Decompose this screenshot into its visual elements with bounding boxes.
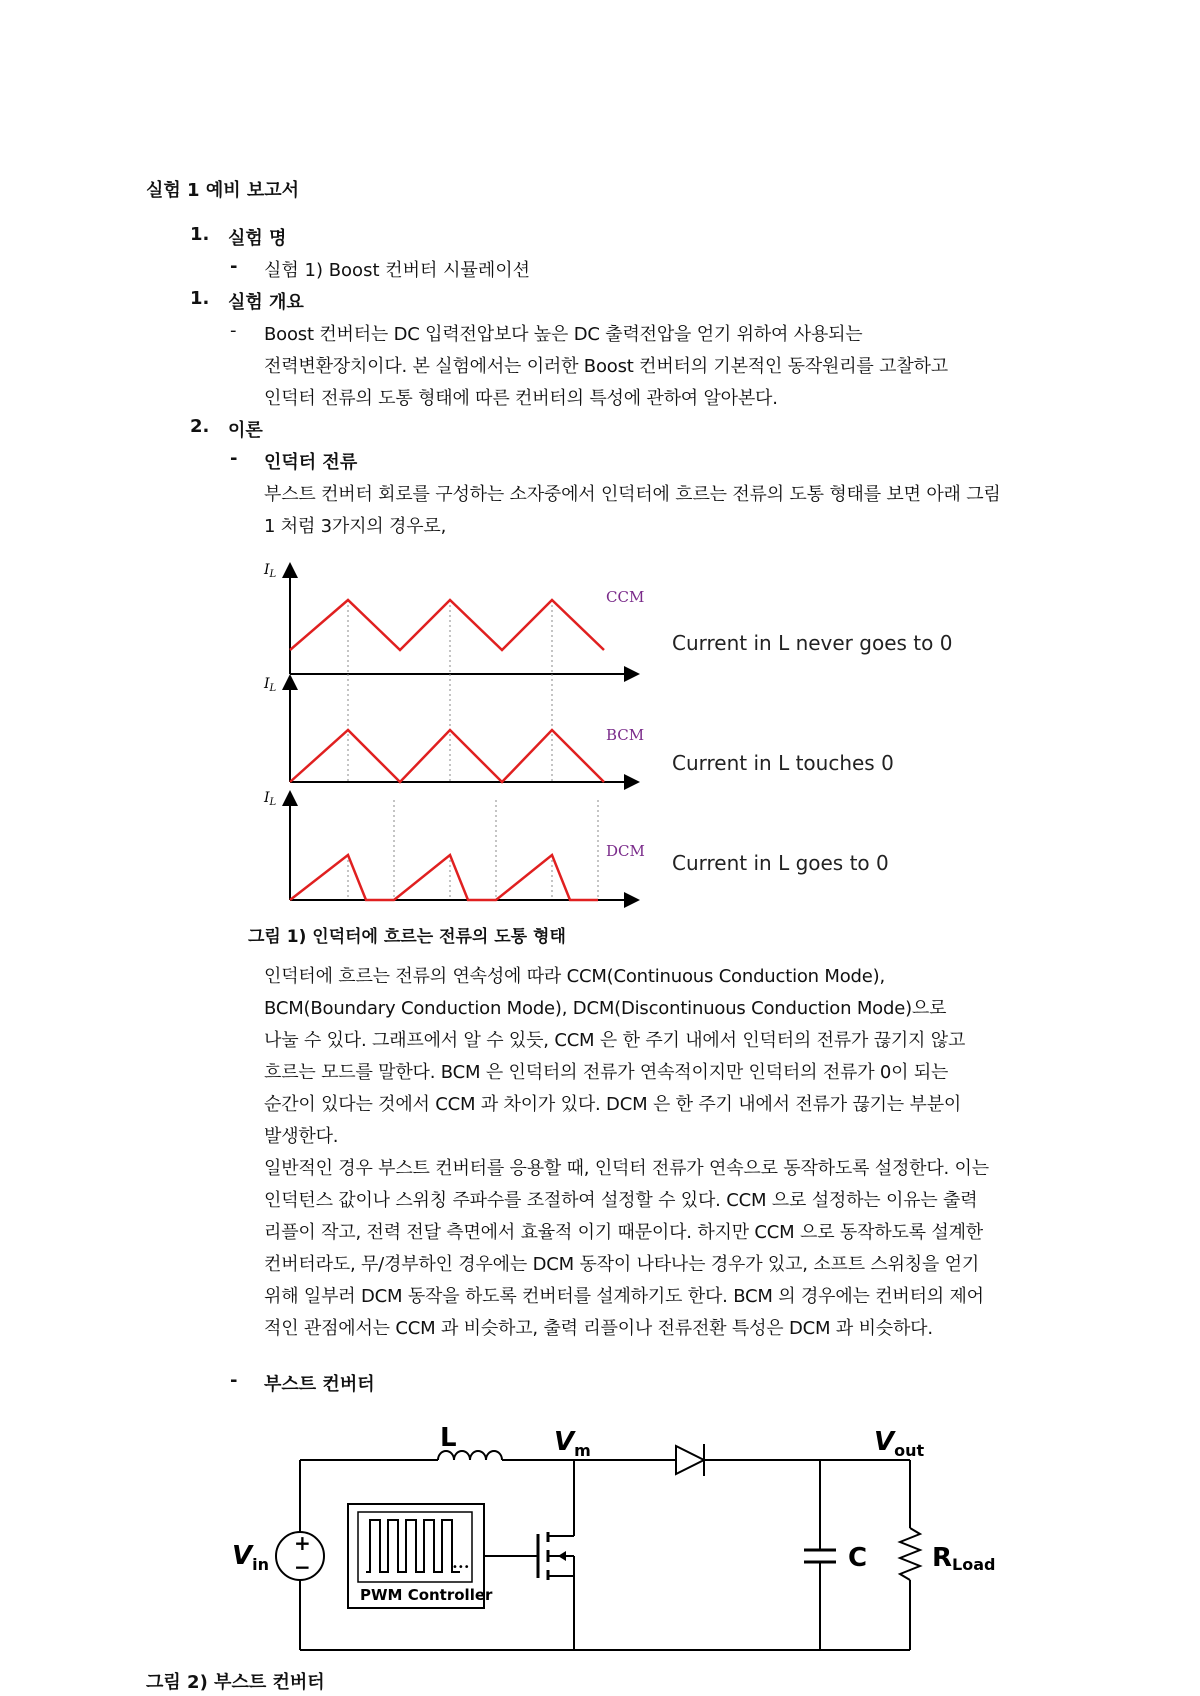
bcm-description: Current in L touches 0 [672, 751, 894, 775]
overview-line: Boost 컨버터는 DC 입력전압보다 높은 DC 출력전압을 얻기 위하여 사용되는 [264, 324, 863, 345]
boost-heading: 부스트 컨버터 [264, 1374, 375, 1395]
experiment-name-bullet: - [230, 256, 238, 277]
overview-line: 전력변환장치이다. 본 실험에서는 이러한 Boost 컨버터의 기본적인 동작원리를 고찰하고 [264, 356, 948, 377]
vout-label: $V_{out}$ [874, 1427, 925, 1460]
inductor-body-line: 나눌 수 있다. 그래프에서 알 수 있듯, CCM 은 한 주기 내에서 인덕터의 전류가 끊기지 않고 [264, 1030, 966, 1051]
mosfet-arrow [558, 1551, 566, 1561]
source-minus: − [294, 1555, 311, 1579]
capacitor-label: C [848, 1543, 868, 1573]
figure-1-caption: 그림 1) 인덕터에 흐르는 전류의 도통 형태 [248, 927, 566, 947]
bcm-current-wave [290, 730, 604, 782]
inductor-body-line: 위해 일부러 DCM 동작을 하도록 컨버터를 설계하기도 한다. BCM 의 경우에는 컨버터의 제어 [264, 1286, 984, 1307]
inductor-body-line: 컨버터라도, 무/경부하인 경우에는 DCM 동작이 나타나는 경우가 있고, 소프트 스위칭을 얻기 [264, 1254, 980, 1275]
inductor-bullet: - [230, 448, 238, 469]
document-title: 실험 1 예비 보고서 [146, 180, 300, 201]
inductor-body-line: 적인 관점에서는 CCM 과 비슷하고, 출력 리플이나 전류전환 특성은 DCM 과 비슷하다. [264, 1318, 933, 1339]
pwm-controller-label: PWM Controller [360, 1586, 493, 1604]
resistor-symbol [900, 1528, 920, 1580]
ccm-panel [263, 562, 952, 674]
figure-2-caption: 그림 2) 부스트 컨버터 [146, 1672, 325, 1693]
inductor-body-line: 일반적인 경우 부스트 컨버터를 응용할 때, 인덕터 전류가 연속으로 동작하도록 설정한다. 이는 [264, 1158, 989, 1179]
section-1-title: 실험 명 [228, 228, 287, 249]
section-overview-number: 1. [190, 288, 210, 309]
experiment-name-text: 실험 1) Boost 컨버터 시뮬레이션 [264, 260, 531, 281]
inductor-body-line: 흐르는 모드를 말한다. BCM 은 인덕터의 전류가 연속적이지만 인덕터의 전류가 0이 되는 [264, 1062, 949, 1083]
pwm-square-wave [366, 1520, 460, 1572]
inductor-body-line: 리플이 작고, 전력 전달 측면에서 효율적 이기 때문이다. 하지만 CCM 으로 동작하도록 설계한 [264, 1222, 983, 1243]
ccm-axis-label: $I_L$ [264, 562, 277, 580]
bcm-panel [263, 674, 894, 782]
bcm-mode-label: BCM [606, 726, 645, 744]
inductor-body-line: 발생한다. [264, 1126, 339, 1147]
inductor-label: L [440, 1423, 457, 1453]
diode-symbol [676, 1446, 704, 1474]
vm-label: $V_m$ [554, 1427, 591, 1460]
pwm-dots: ••• [452, 1562, 470, 1573]
section-1-number: 1. [190, 224, 210, 245]
ccm-mode-label: CCM [606, 588, 645, 606]
section-overview-title: 실험 개요 [228, 292, 304, 313]
vin-label: $V_{in}$ [232, 1541, 269, 1574]
section-2-title: 이론 [228, 420, 263, 441]
section-2-number: 2. [190, 416, 210, 437]
inductor-intro-line: 1 처럼 3가지의 경우로, [264, 516, 447, 537]
dcm-axis-label: $I_L$ [264, 790, 277, 808]
inductor-body-line: 인덕턴스 값이나 스위칭 주파수를 조절하여 설정할 수 있다. CCM 으로 설정하는 이유는 출력 [264, 1190, 978, 1211]
inductor-body-line: 순간이 있다는 것에서 CCM 과 차이가 있다. DCM 은 한 주기 내에서 전류가 끊기는 부분이 [264, 1094, 962, 1115]
inductor-heading: 인덕터 전류 [264, 452, 358, 473]
rload-label: RLoad [932, 1543, 996, 1574]
ccm-current-wave [290, 600, 604, 650]
bcm-axis-label: $I_L$ [264, 676, 277, 694]
inductor-body-line: BCM(Boundary Conduction Mode), DCM(Discontinuous Conduction Mode)으로 [264, 998, 947, 1019]
boost-bullet: - [230, 1370, 238, 1391]
dcm-mode-label: DCM [606, 842, 645, 860]
overview-bullet: - [230, 320, 237, 341]
dcm-description: Current in L goes to 0 [672, 851, 889, 875]
figure-1-waveforms [260, 560, 980, 910]
overview-line: 인덕터 전류의 도통 형태에 따른 컨버터의 특성에 관하여 알아본다. [264, 388, 778, 409]
dcm-panel [263, 790, 889, 900]
ccm-description: Current in L never goes to 0 [672, 631, 953, 655]
inductor-body-line: 인덕터에 흐르는 전류의 연속성에 따라 CCM(Continuous Conduction Mode), [264, 966, 885, 987]
inductor-intro-line: 부스트 컨버터 회로를 구성하는 소자중에서 인덕터에 흐르는 전류의 도통 형태를 보면 아래 그림 [264, 484, 1001, 505]
source-plus: + [294, 1531, 311, 1555]
figure-2-schematic [220, 1408, 1000, 1658]
